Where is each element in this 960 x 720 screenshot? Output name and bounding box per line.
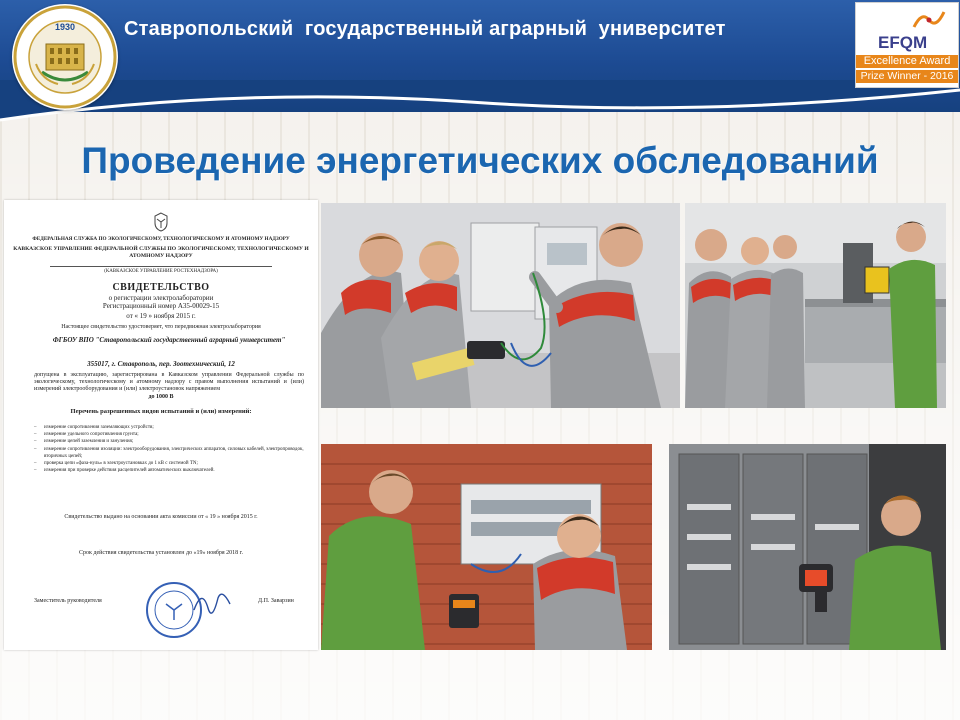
doc-date: от « 19 » ноября 2015 г. <box>126 312 196 320</box>
header-wave <box>0 80 960 130</box>
doc-certifies: Настоящее свидетельство удостоверяет, что передвижная электролаборатория <box>61 324 261 330</box>
slide-title: Проведение энергетических обследований <box>81 140 879 181</box>
doc-reg-number: Регистрационный номер А35-00029-15 <box>102 302 220 310</box>
doc-signer-name: Д.П. Заварзин <box>258 598 294 604</box>
registration-certificate <box>4 200 318 650</box>
doc-cert-subtitle: о регистрации электролаборатории <box>108 294 214 302</box>
doc-issued-basis: Свидетельство выдано на основании акта комиссии от « 19 » ноября 2015 г. <box>64 514 258 520</box>
university-title: Ставропольский государственный аграрный университет <box>124 18 726 40</box>
doc-test-list <box>34 424 304 474</box>
university-seal-logo <box>12 4 118 110</box>
efqm-logo-text: EFQM <box>878 33 928 52</box>
doc-divider <box>50 266 272 267</box>
official-stamp-icon <box>144 580 234 640</box>
photo-wiring-check <box>321 444 652 650</box>
doc-valid-until: Срок действия свидетельства установлен до «19» ноября 2018 г. <box>79 550 243 556</box>
doc-list-item: – измерение сопротивления заземляющих устройств; <box>34 424 304 431</box>
doc-department-line: КАВКАЗСКОЕ УПРАВЛЕНИЕ ФЕДЕРАЛЬНОЙ СЛУЖБЫ ПО ЭКОЛОГИЧЕСКОМУ, ТЕХНОЛОГИЧЕСКОМУ И АТОМНОМУ НАДЗОРУ <box>13 246 309 259</box>
doc-body-text: допущена в эксплуатацию, зарегистрирована в Кавказском управлении Федеральной службы по экологическому, технологическому и атомному надзору с правом выполнения испытаний и (или) измерений электрооборудования и (или) электроустановок напряжением <box>34 372 304 392</box>
doc-list-title: Перечень разрешенных видов испытаний и (или) измерений: <box>70 408 252 415</box>
doc-signer-title: Заместитель руководителя <box>34 598 102 604</box>
photo-panel-measurement <box>321 203 680 408</box>
efqm-award-badge <box>855 2 959 88</box>
photo-equipment-inspection <box>685 203 946 408</box>
doc-list-item: – измерения при проверке действия расцепителей автоматических выключателей. <box>34 467 304 474</box>
efqm-award-line: Excellence Award <box>856 55 958 68</box>
doc-organization: ФГБОУ ВПО "Ставропольский государственный аграрный университет" <box>52 336 286 344</box>
efqm-mark-icon <box>912 9 946 31</box>
doc-voltage: до 1000 В <box>148 394 174 400</box>
doc-list-item: – измерение цепей заземления и зануления; <box>34 438 304 445</box>
doc-list-item: – проверка цепи «фаза-нуль» в электроустановках до 1 кВ с системой TN; <box>34 460 304 467</box>
header-bar <box>0 0 960 112</box>
coat-of-arms-icon <box>152 212 170 232</box>
doc-agency-line: ФЕДЕРАЛЬНАЯ СЛУЖБА ПО ЭКОЛОГИЧЕСКОМУ, ТЕХНОЛОГИЧЕСКОМУ И АТОМНОМУ НАДЗОРУ <box>32 236 290 242</box>
photo-thermal-imaging <box>669 444 946 650</box>
doc-cert-title: СВИДЕТЕЛЬСТВО <box>112 282 210 293</box>
efqm-winner-line: Prize Winner - 2016 <box>856 70 958 83</box>
doc-list-item: – измерение удельного сопротивления грунта; <box>34 431 304 438</box>
seal-year: 1930 <box>54 22 76 32</box>
doc-list-item: – измерение сопротивления изоляции: электрооборудования, электрических аппаратов, силовых кабелей, электропроводок, вторичных цепей; <box>34 446 304 460</box>
doc-address: 355017, г. Ставрополь, пер. Зоотехнический, 12 <box>87 360 235 368</box>
doc-department-short: (КАВКАЗСКОЕ УПРАВЛЕНИЕ РОСТЕХНАДЗОРА) <box>104 269 218 274</box>
